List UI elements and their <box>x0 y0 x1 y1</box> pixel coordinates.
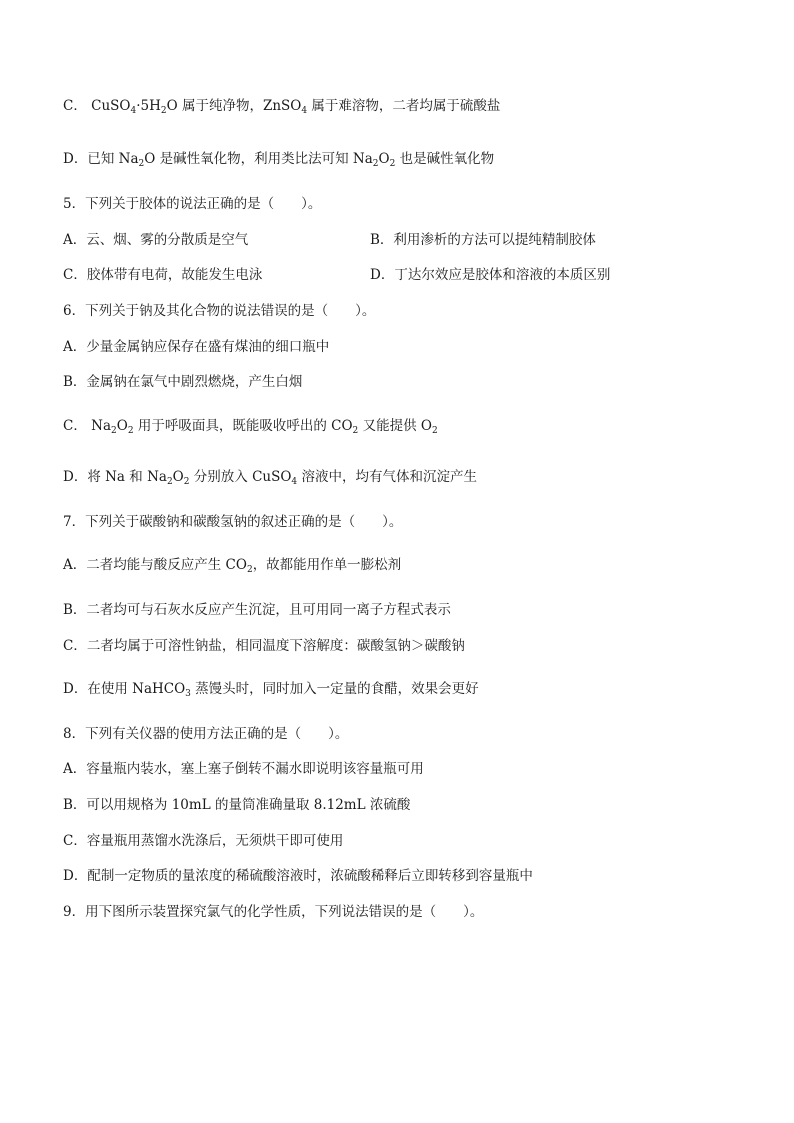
q7-option-d: D．在使用 NaHCO$_3$ 蒸馒头时，同时加入一定量的食醋，效果会更好 <box>63 681 479 699</box>
q8-option-b: B．可以用规格为 10mL 的量筒准确量取 8.12mL 浓硫酸 <box>63 797 411 813</box>
q6-option-b: B．金属钠在氯气中剧烈燃烧，产生白烟 <box>63 374 303 390</box>
q8-option-c: C．容量瓶用蒸馏水洗涤后，无须烘干即可使用 <box>63 833 344 849</box>
q5-option-c: C．胶体带有电荷，故能发生电泳 <box>63 267 263 283</box>
q7-option-c: C．二者均属于可溶性钠盐，相同温度下溶解度：碳酸氢钠＞碳酸钠 <box>63 638 465 654</box>
q4-option-c: C． $CuSO_4\cdot 5H_2O$ 属于纯净物，ZnSO$_4$ 属于难溶物，二者均属于硫酸盐 <box>63 98 501 116</box>
q7-option-a: A．二者均能与酸反应产生 $CO_2$，故都能用作单一膨松剂 <box>63 557 402 575</box>
q4-option-d: D．已知 $Na_2O$ 是碱性氧化物，利用类比法可知 $Na_2O_2$ 也是碱性氧化物 <box>63 151 495 169</box>
q6-option-a: A．少量金属钠应保存在盛有煤油的细口瓶中 <box>63 339 330 355</box>
question-8: 8．下列有关仪器的使用方法正确的是（ ）。 <box>63 726 349 742</box>
question-9: 9．用下图所示装置探究氯气的化学性质，下列说法错误的是（ ）。 <box>63 904 484 920</box>
question-6: 6．下列关于钠及其化合物的说法错误的是（ ）。 <box>63 303 376 319</box>
q6-option-d: D．将 Na 和 $Na_2O_2$ 分别放入 CuSO$_4$ 溶液中，均有气体和沉淀产生 <box>63 469 477 487</box>
q8-option-d: D．配制一定物质的量浓度的稀硫酸溶液时，浓硫酸稀释后立即转移到容量瓶中 <box>63 868 533 884</box>
q5-option-b: B．利用渗析的方法可以提纯精制胶体 <box>370 232 596 248</box>
q8-option-a: A．容量瓶内装水，塞上塞子倒转不漏水即说明该容量瓶可用 <box>63 761 424 777</box>
q5-option-d: D．丁达尔效应是胶体和溶液的本质区别 <box>370 267 611 283</box>
q5-option-a: A．云、烟、雾的分散质是空气 <box>63 232 249 248</box>
q6-option-c: C． $Na_2O_2$ 用于呼吸面具，既能吸收呼出的 $CO_2$ 又能提供 $O_2$ <box>63 418 438 436</box>
question-5: 5．下列关于胶体的说法正确的是（ ）。 <box>63 196 322 212</box>
question-7: 7．下列关于碳酸钠和碳酸氢钠的叙述正确的是（ ）。 <box>63 514 403 530</box>
q7-option-b: B．二者均可与石灰水反应产生沉淀，且可用同一离子方程式表示 <box>63 602 451 618</box>
